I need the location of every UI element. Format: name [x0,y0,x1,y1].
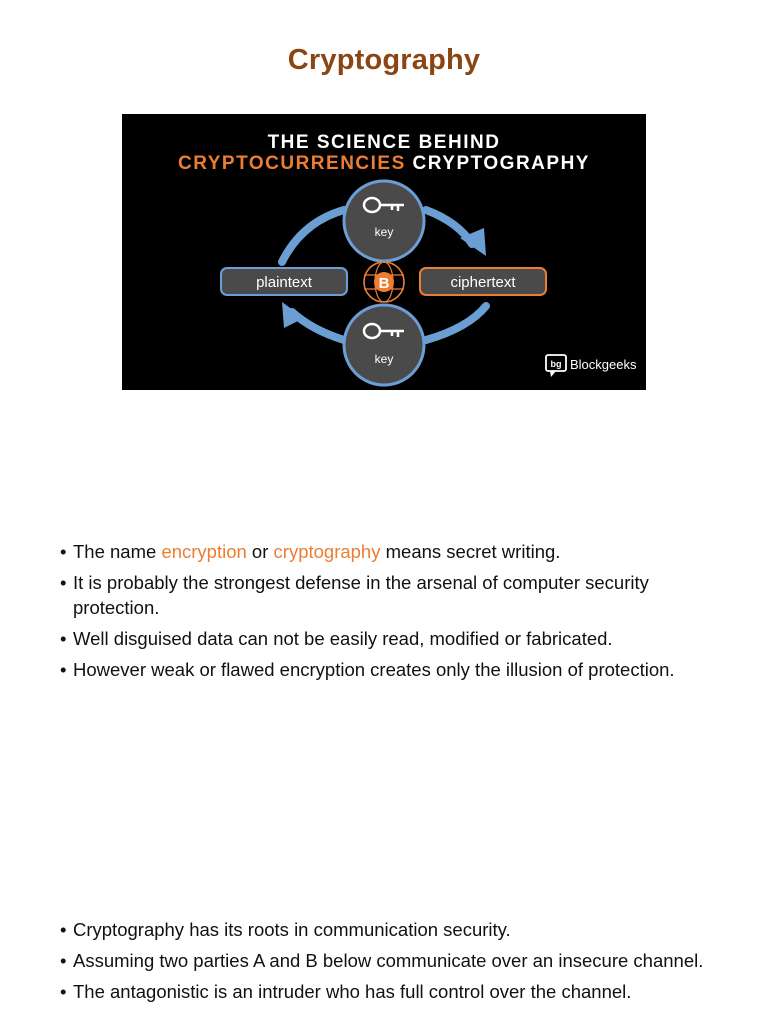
bottom-key-label: key [374,352,394,366]
blockgeeks-logo [546,355,637,377]
page-title: Cryptography [287,44,481,76]
top-key-label: key [374,225,394,239]
list-item: • Well disguised data can not be easily read, modified or fabricated. [60,628,613,649]
diagram-heading-line1: THE SCIENCE BEHIND [267,132,501,153]
bitcoin-symbol: B [378,275,390,292]
list-item: • It is probably the strongest defense in the arsenal of computer security protection. [60,572,649,618]
bullet-dot: • [60,572,67,593]
bitcoin-globe-icon [364,262,404,302]
bullet-list-communication [60,917,740,1010]
highlight-cryptography: cryptography [273,541,381,562]
list-item: • Cryptography has its roots in communication security. [60,919,511,940]
bullet-dot: • [60,981,67,1002]
list-item: • Assuming two parties A and B below communicate over an insecure channel. [60,950,704,971]
list-item: • The name encryption or cryptography means secret writing. [60,541,561,562]
list-item: • However weak or flawed encryption creates only the illusion of protection. [60,659,675,680]
bullet-dot: • [60,628,67,649]
ciphertext-box [420,268,546,295]
bullet-list-intro [60,539,740,688]
bullet-dot: • [60,950,67,971]
plaintext-label: plaintext [256,274,312,291]
bullet-dot: • [60,919,67,940]
ciphertext-label: ciphertext [450,274,516,291]
crypto-diagram [122,114,646,390]
diagram-heading-line2 [178,153,590,174]
list-item: • The antagonistic is an intruder who has full control over the channel. [60,981,632,1002]
bullet-dot: • [60,541,67,562]
top-key-node [344,181,424,261]
highlight-encryption: encryption [161,541,247,562]
bullet-dot: • [60,659,67,680]
diagram-heading-rest: CRYPTOGRAPHY [412,153,590,174]
bottom-key-node [344,305,424,385]
plaintext-box [221,268,347,295]
brand-name: Blockgeeks [570,357,637,372]
svg-text:bg: bg [550,359,562,369]
diagram-heading-accent: CRYPTOCURRENCIES [178,153,406,174]
